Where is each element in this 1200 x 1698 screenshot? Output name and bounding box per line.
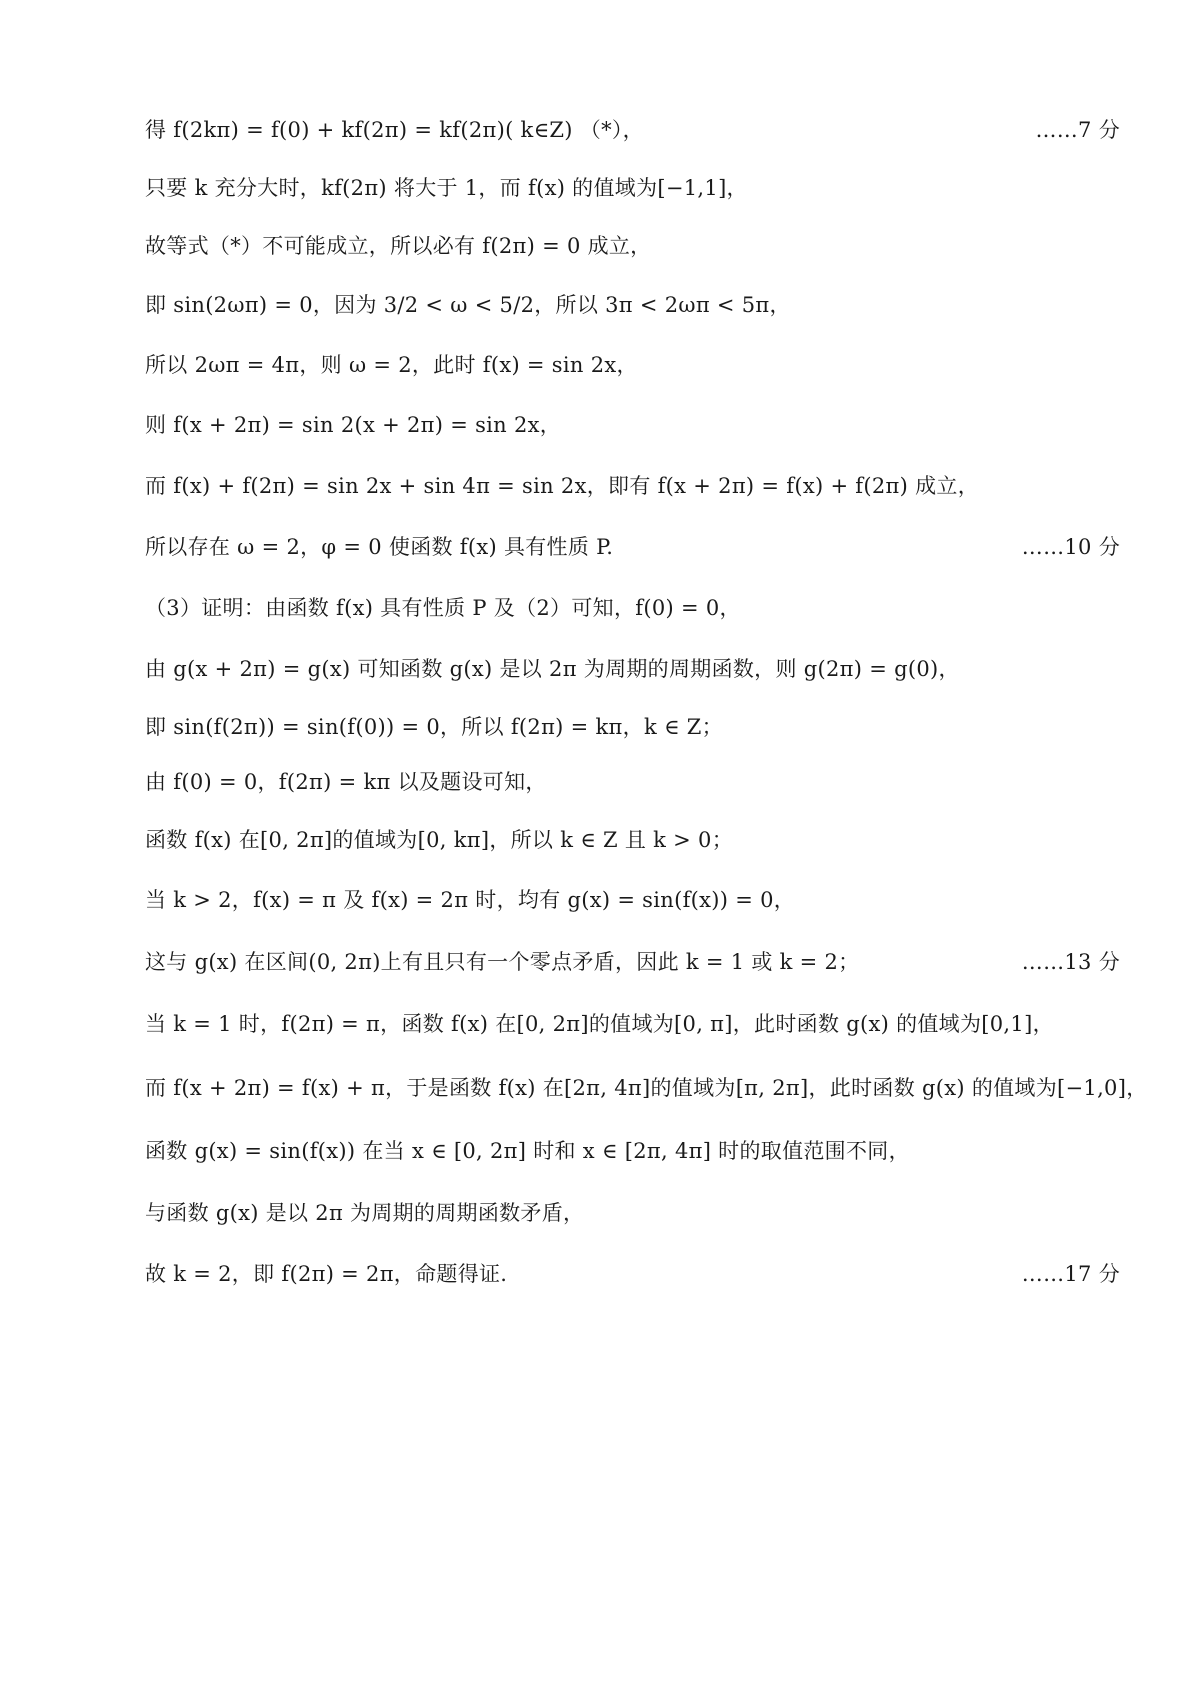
text-line <box>145 466 1120 506</box>
line-text: 与函数 g(x) 是以 2π 为周期的周期函数矛盾， <box>145 1201 585 1225</box>
text-line <box>145 880 1120 920</box>
line-text: 只要 k 充分大时，kf(2π) 将大于 1，而 f(x) 的值域为[−1,1]， <box>145 176 748 200</box>
score-mark: ……17 分 <box>1021 1262 1120 1286</box>
text-line <box>145 942 1120 982</box>
line-text: 即 sin(f(2π)) = sin(f(0)) = 0，所以 f(2π) = kπ，k ∈ Z； <box>145 715 723 739</box>
line-text: 所以 2ωπ = 4π，则 ω = 2，此时 f(x) = sin 2x， <box>145 353 638 377</box>
score-mark: ……13 分 <box>1021 950 1120 974</box>
text-line <box>145 226 1120 266</box>
line-text: 而 f(x + 2π) = f(x) + π，于是函数 f(x) 在[2π, 4π]的值域为[π, 2π]，此时函数 g(x) 的值域为[−1,0]， <box>145 1076 1148 1100</box>
line-text: 当 k > 2，f(x) = π 及 f(x) = 2π 时，均有 g(x) = sin(f(x)) = 0， <box>145 888 796 912</box>
text-line <box>145 762 1120 802</box>
text-line <box>145 707 1120 747</box>
line-text: 函数 g(x) = sin(f(x)) 在当 x ∈ [0, 2π] 时和 x ∈ [2π, 4π] 时的取值范围不同， <box>145 1139 910 1163</box>
text-line <box>145 1068 1148 1108</box>
line-text: 函数 f(x) 在[0, 2π]的值域为[0, kπ]，所以 k ∈ Z 且 k > 0； <box>145 828 734 852</box>
text-line <box>145 1193 1120 1233</box>
text-line <box>145 649 1120 689</box>
text-line <box>145 405 1120 445</box>
text-line <box>145 110 1120 150</box>
line-text: 当 k = 1 时，f(2π) = π，函数 f(x) 在[0, 2π]的值域为[0, π]，此时函数 g(x) 的值域为[0,1]， <box>145 1012 1054 1036</box>
line-text: （3）证明：由函数 f(x) 具有性质 P 及（2）可知，f(0) = 0， <box>145 596 741 620</box>
score-mark: ……7 分 <box>1035 118 1120 142</box>
line-text: 由 f(0) = 0，f(2π) = kπ 以及题设可知， <box>145 770 547 794</box>
text-line <box>145 820 1120 860</box>
line-text: 故等式（*）不可能成立，所以必有 f(2π) = 0 成立， <box>145 234 652 258</box>
text-line <box>145 1254 1120 1294</box>
text-line <box>145 588 1120 628</box>
text-line <box>145 285 1120 325</box>
text-line <box>145 1131 1120 1171</box>
line-text: 则 f(x + 2π) = sin 2(x + 2π) = sin 2x， <box>145 413 562 437</box>
line-text: 而 f(x) + f(2π) = sin 2x + sin 4π = sin 2x，即有 f(x + 2π) = f(x) + f(2π) 成立， <box>145 474 980 498</box>
line-text: 所以存在 ω = 2，φ = 0 使函数 f(x) 具有性质 P. <box>145 535 614 559</box>
text-line <box>145 345 1120 385</box>
line-text: 即 sin(2ωπ) = 0，因为 3/2 < ω < 5/2，所以 3π < 2ωπ < 5π， <box>145 293 791 317</box>
score-mark: ……10 分 <box>1021 535 1120 559</box>
line-text: 故 k = 2，即 f(2π) = 2π，命题得证. <box>145 1262 508 1286</box>
text-line <box>145 168 1120 208</box>
text-line <box>145 527 1120 567</box>
line-text: 这与 g(x) 在区间(0, 2π)上有且只有一个零点矛盾，因此 k = 1 或 k = 2； <box>145 950 860 974</box>
text-line <box>145 1004 1120 1044</box>
line-text: 得 f(2kπ) = f(0) + kf(2π) = kf(2π)( k∈Z) （*）， <box>145 118 644 142</box>
line-text: 由 g(x + 2π) = g(x) 可知函数 g(x) 是以 2π 为周期的周期函数，则 g(2π) = g(0)， <box>145 657 960 681</box>
